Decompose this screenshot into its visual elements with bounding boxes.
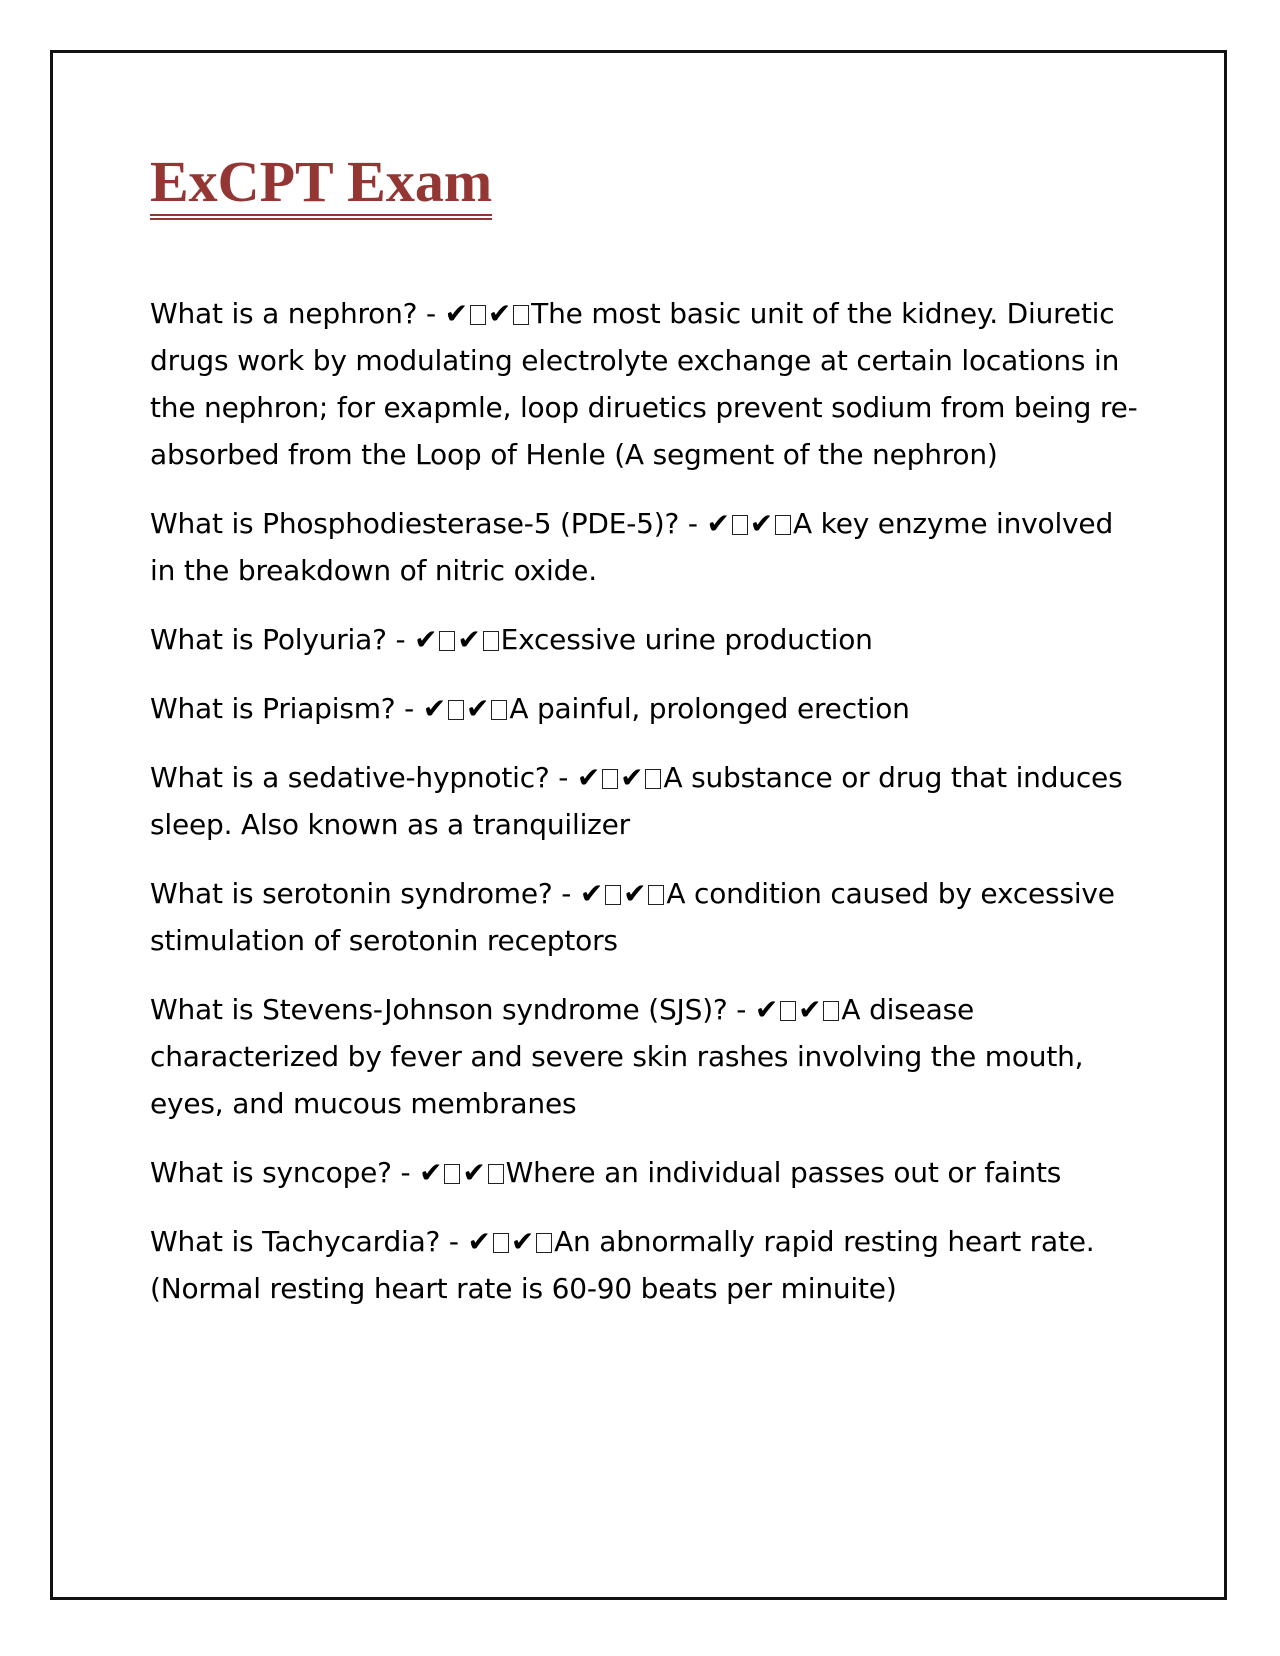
check-icon: ✔ bbox=[487, 297, 512, 330]
check-icon: ✔ bbox=[576, 761, 601, 794]
qa-item bbox=[150, 986, 1140, 1127]
separator: - bbox=[679, 507, 707, 540]
box-icon bbox=[483, 631, 499, 651]
check-icon: ✔ bbox=[422, 692, 447, 725]
check-icon: ✔ bbox=[462, 1156, 486, 1189]
answer-text: A substance or drug that induces sleep. Also known as a tranquilizer bbox=[150, 761, 1123, 841]
answer-text: Excessive urine production bbox=[500, 623, 873, 656]
question-text: What is a nephron? bbox=[150, 297, 418, 330]
box-icon bbox=[536, 1233, 552, 1253]
document-title: ExCPT Exam bbox=[150, 150, 492, 220]
box-icon bbox=[491, 700, 507, 720]
question-text: What is Priapism? bbox=[150, 692, 396, 725]
box-icon bbox=[732, 515, 748, 535]
check-icon: ✔ bbox=[444, 297, 468, 330]
separator: - bbox=[395, 692, 423, 725]
box-icon bbox=[648, 885, 664, 905]
answer-text: An abnormally rapid resting heart rate. (Normal resting heart rate is 60-90 beats per minuite) bbox=[150, 1225, 1095, 1305]
question-text: What is Polyuria? bbox=[150, 623, 387, 656]
check-icon: ✔ bbox=[414, 623, 438, 656]
check-icon: ✔ bbox=[510, 1225, 535, 1258]
box-icon bbox=[780, 1001, 796, 1021]
question-text: What is syncope? bbox=[150, 1156, 392, 1189]
qa-item bbox=[150, 870, 1140, 964]
box-icon bbox=[513, 305, 529, 325]
separator: - bbox=[386, 623, 415, 656]
box-icon bbox=[448, 700, 464, 720]
check-icon: ✔ bbox=[579, 877, 604, 910]
box-icon bbox=[645, 769, 661, 789]
separator: - bbox=[549, 761, 577, 794]
check-icon: ✔ bbox=[467, 1225, 491, 1258]
separator: - bbox=[440, 1225, 468, 1258]
answer-text: A disease characterized by fever and severe skin rashes involving the mouth, eyes, and mucous membranes bbox=[150, 993, 1084, 1120]
check-icon: ✔ bbox=[798, 993, 822, 1026]
box-icon bbox=[605, 885, 621, 905]
box-icon bbox=[823, 1001, 839, 1021]
box-icon bbox=[775, 515, 791, 535]
qa-list bbox=[150, 290, 1140, 1312]
qa-item bbox=[150, 290, 1140, 478]
box-icon bbox=[470, 305, 486, 325]
box-icon bbox=[488, 1164, 504, 1184]
check-icon: ✔ bbox=[457, 623, 481, 656]
box-icon bbox=[493, 1233, 509, 1253]
check-icon: ✔ bbox=[466, 692, 490, 725]
question-text: What is Stevens-Johnson syndrome (SJS)? bbox=[150, 993, 728, 1026]
answer-text: The most basic unit of the kidney. Diuretic drugs work by modulating electrolyte exchange at certain locations in the nephron; for exapmle, loop diruetics prevent sodium from being re-absorbed from the Loop of Henle (A segment of the nephron) bbox=[150, 297, 1138, 471]
separator: - bbox=[552, 877, 580, 910]
box-icon bbox=[444, 1164, 460, 1184]
check-icon: ✔ bbox=[620, 761, 644, 794]
qa-item bbox=[150, 754, 1140, 848]
answer-text: Where an individual passes out or faints bbox=[505, 1156, 1062, 1189]
check-icon: ✔ bbox=[419, 1156, 443, 1189]
check-icon: ✔ bbox=[623, 877, 647, 910]
answer-text: A key enzyme involved in the breakdown of nitric oxide. bbox=[150, 507, 1114, 587]
separator: - bbox=[417, 297, 445, 330]
question-text: What is a sedative-hypnotic? bbox=[150, 761, 550, 794]
box-icon bbox=[602, 769, 618, 789]
answer-text: A condition caused by excessive stimulation of serotonin receptors bbox=[150, 877, 1115, 957]
answer-text: A painful, prolonged erection bbox=[509, 692, 910, 725]
question-text: What is Phosphodiesterase-5 (PDE-5)? bbox=[150, 507, 680, 540]
check-icon: ✔ bbox=[706, 507, 730, 540]
separator: - bbox=[727, 993, 755, 1026]
box-icon bbox=[439, 631, 455, 651]
qa-item bbox=[150, 500, 1140, 594]
document-body bbox=[150, 150, 1140, 1334]
qa-item bbox=[150, 616, 1140, 663]
qa-item bbox=[150, 1149, 1140, 1196]
check-icon: ✔ bbox=[754, 993, 779, 1026]
separator: - bbox=[391, 1156, 420, 1189]
question-text: What is Tachycardia? bbox=[150, 1225, 441, 1258]
qa-item bbox=[150, 1218, 1140, 1312]
question-text: What is serotonin syndrome? bbox=[150, 877, 553, 910]
qa-item bbox=[150, 685, 1140, 732]
check-icon: ✔ bbox=[749, 507, 774, 540]
